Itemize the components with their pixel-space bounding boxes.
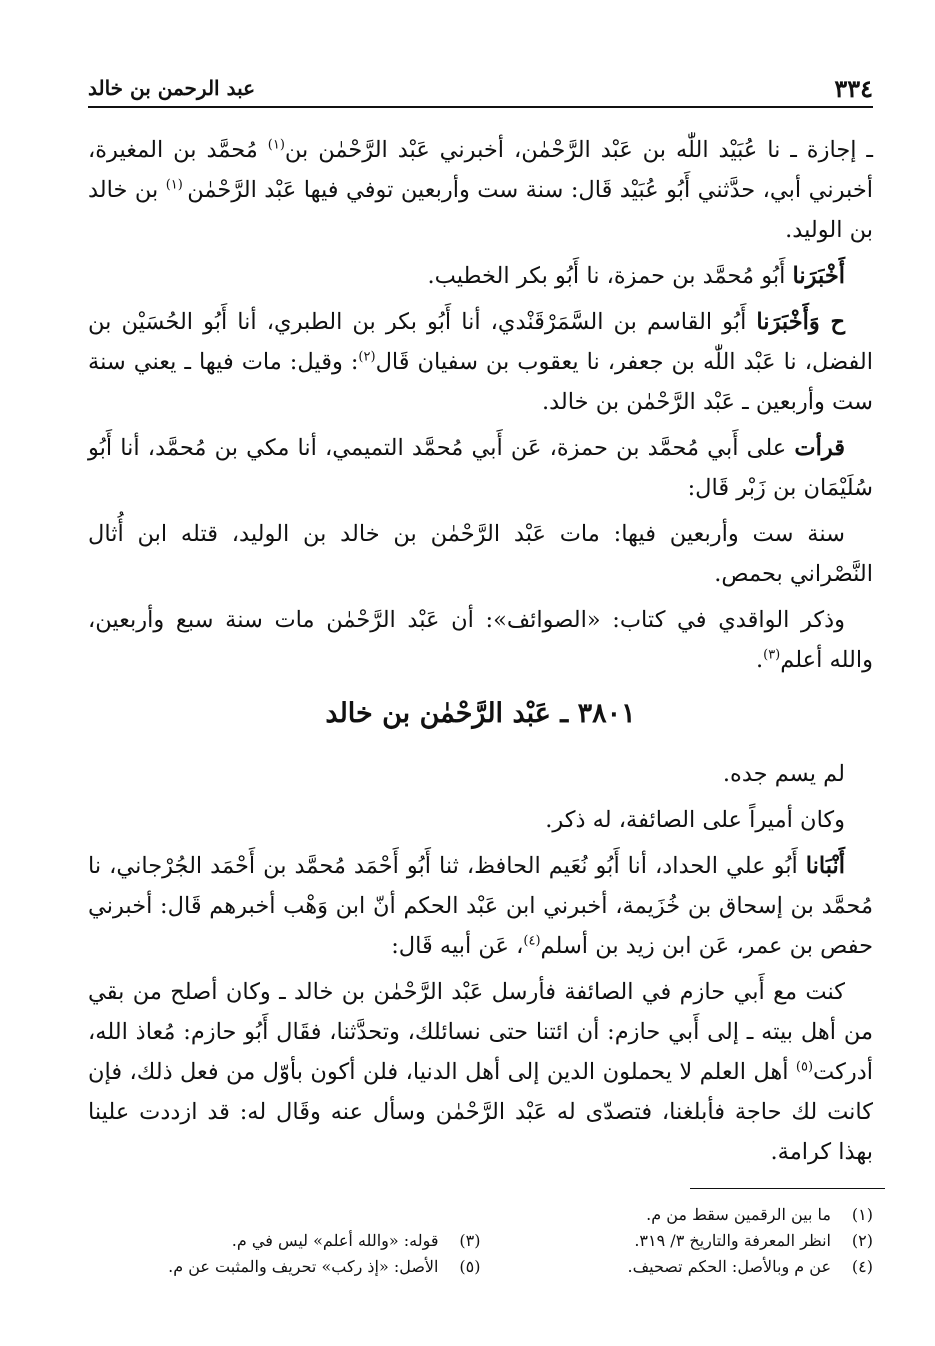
paragraph: [88, 972, 873, 1172]
text-run: .: [755, 647, 764, 673]
paragraph: [88, 846, 873, 966]
footnote-marker: (١): [267, 137, 285, 153]
paragraph: [88, 800, 873, 840]
text-run: أهل العلم لا يحملون الدين إلى أهل الدنيا، فلن أكون بأوّل من فعل ذلك، فإن كانت لك حاجة فأبلغنا، فتصدّى له عَبْد الرَّحْمٰن وسأل عنه وقَال له: قد ازددت علينا بهذا كرامة.: [88, 1059, 873, 1165]
footnote: [481, 1228, 874, 1254]
text-run: على أَبي مُحمَّد بن حمزة، عَن أَبي مُحمَّد التميمي، أنا مكي بن مُحمَّد، أنا أَبُو سُلَيْمَان بن زَبْر قَال:: [88, 435, 873, 501]
paragraph: [88, 256, 873, 296]
entry-title: ٣٨٠١ ـ عَبْد الرَّحْمٰن بن خالد: [325, 698, 636, 729]
section-previous-entry: [88, 130, 873, 680]
footnote: [88, 1228, 481, 1254]
paragraph: [88, 754, 873, 794]
footnote: [481, 1254, 874, 1280]
text-run: ـ إجازة ـ نا عُبَيْد اللّٰه بن عَبْد الرَّحْمٰن، أخبرني عَبْد الرَّحْمٰن بن: [284, 137, 873, 163]
text-run: أَبُو القاسم بن السَّمَرْقَنْدي، أنا أَبُو بكر بن الطبري، أنا أَبُو الحُسَيْن بن الفضل، نا عَبْد اللّٰه بن جعفر، نا يعقوب بن سفيان قَال: [88, 309, 873, 375]
footnote-text: قوله: «والله أعلم» ليس في م.: [231, 1231, 439, 1250]
text-run: مُحمَّد بن المغيرة، أخبرني أبي، حدَّثني أَبُو عُبَيْد قَال: سنة ست وأربعين توفي فيها عَبْد الرَّحْمٰن: [88, 137, 873, 203]
footnote-text: ما بين الرقمين سقط من م.: [646, 1205, 831, 1224]
paragraph: [88, 514, 873, 594]
paragraph: [88, 428, 873, 508]
footnote: [88, 1254, 481, 1280]
section-entry-3801: [88, 754, 873, 1172]
footnote-marker: (٢): [358, 349, 376, 365]
footnote-marker: (١): [165, 177, 188, 193]
footnote-number: (١): [851, 1205, 873, 1224]
footnotes: [88, 1202, 873, 1280]
footnote-number: (٣): [459, 1231, 481, 1250]
text-run: أَبُو علي الحداد، أنا أَبُو نُعَيم الحافظ، ثنا أَبُو أَحْمَد مُحمَّد بن أَحْمَد الجُرْجاني، نا مُحمَّد بن إسحاق بن خُزَيمة، أخبرني ابن عَبْد الحكم أنّ ابن وَهْب أخبرهم قَال: أخبرني حفص بن عمر، عَن ابن زيد بن أسلم: [88, 853, 873, 959]
footnote-number: (٢): [851, 1231, 873, 1250]
text-run: بن خالد بن الوليد.: [88, 177, 873, 243]
main-text: [88, 130, 873, 1178]
paragraph: [88, 130, 873, 250]
keyword-phrase: أَخْبَرَنا: [792, 263, 845, 289]
footnote-number: [439, 1202, 481, 1228]
footnote-marker: (٣): [763, 647, 781, 663]
text-run: لم يسم جده.: [722, 761, 845, 787]
footnote: [481, 1202, 874, 1228]
footnote-text: انظر المعرفة والتاريخ ٣/ ٣١٩.: [634, 1231, 831, 1250]
footnote-row: [88, 1228, 873, 1254]
footnote: [88, 1202, 481, 1228]
footnote-marker: (٥): [795, 1059, 814, 1075]
running-title: عبد الرحمن بن خالد: [88, 76, 256, 100]
footnote-row: [88, 1202, 873, 1228]
paragraph: [88, 302, 873, 422]
keyword-phrase: أَنْبَانا: [805, 853, 845, 879]
text-run: : وقيل: مات فيها ـ يعني سنة ست وأربعين ـ عَبْد الرَّحْمٰن بن خالد.: [88, 349, 873, 415]
text-run: أَبُو مُحمَّد بن حمزة، نا أَبُو بكر الخطيب.: [427, 263, 793, 289]
footnote-marker: (٤): [523, 933, 541, 949]
page-number: ٣٣٤: [834, 73, 873, 103]
text-run: وكان أميراً على الصائفة، له ذكر.: [545, 807, 845, 833]
footnote-text: الأصل: «إذ ركب» تحريف والمثبت عن م.: [168, 1257, 439, 1276]
paragraph: [88, 600, 873, 680]
footnote-text: عن م وبالأصل: الحكم تصحيف.: [627, 1257, 831, 1276]
text-run: ، عَن أبيه قَال:: [391, 933, 524, 959]
text-run: كنت مع أَبي حازم في الصائفة فأرسل عَبْد الرَّحْمٰن بن خالد ـ وكان أصلح من بقي من أهل بيته ـ إلى أَبي حازم: أن ائتنا حتى نسائلك، وتحدَّثنا، فقَال أَبُو حازم: مُعاذ الله، أدركت: [88, 979, 873, 1085]
text-run: سنة ست وأربعين فيها: مات عَبْد الرَّحْمٰن بن خالد بن الوليد، قتله ابن أُثال النَّصْراني بحمص.: [88, 521, 873, 587]
footnote-separator: [690, 1188, 885, 1189]
footnote-number: (٤): [851, 1257, 873, 1276]
page-header: [88, 70, 873, 108]
keyword-phrase: ح وَأَخْبَرَنا: [756, 309, 845, 335]
footnote-number: (٥): [459, 1257, 481, 1276]
footnote-row: [88, 1254, 873, 1280]
keyword-phrase: قرأت: [794, 435, 845, 461]
text-run: وذكر الواقدي في كتاب: «الصوائف»: أن عَبْد الرَّحْمٰن مات سنة سبع وأربعين، والله أعلم: [88, 607, 873, 673]
